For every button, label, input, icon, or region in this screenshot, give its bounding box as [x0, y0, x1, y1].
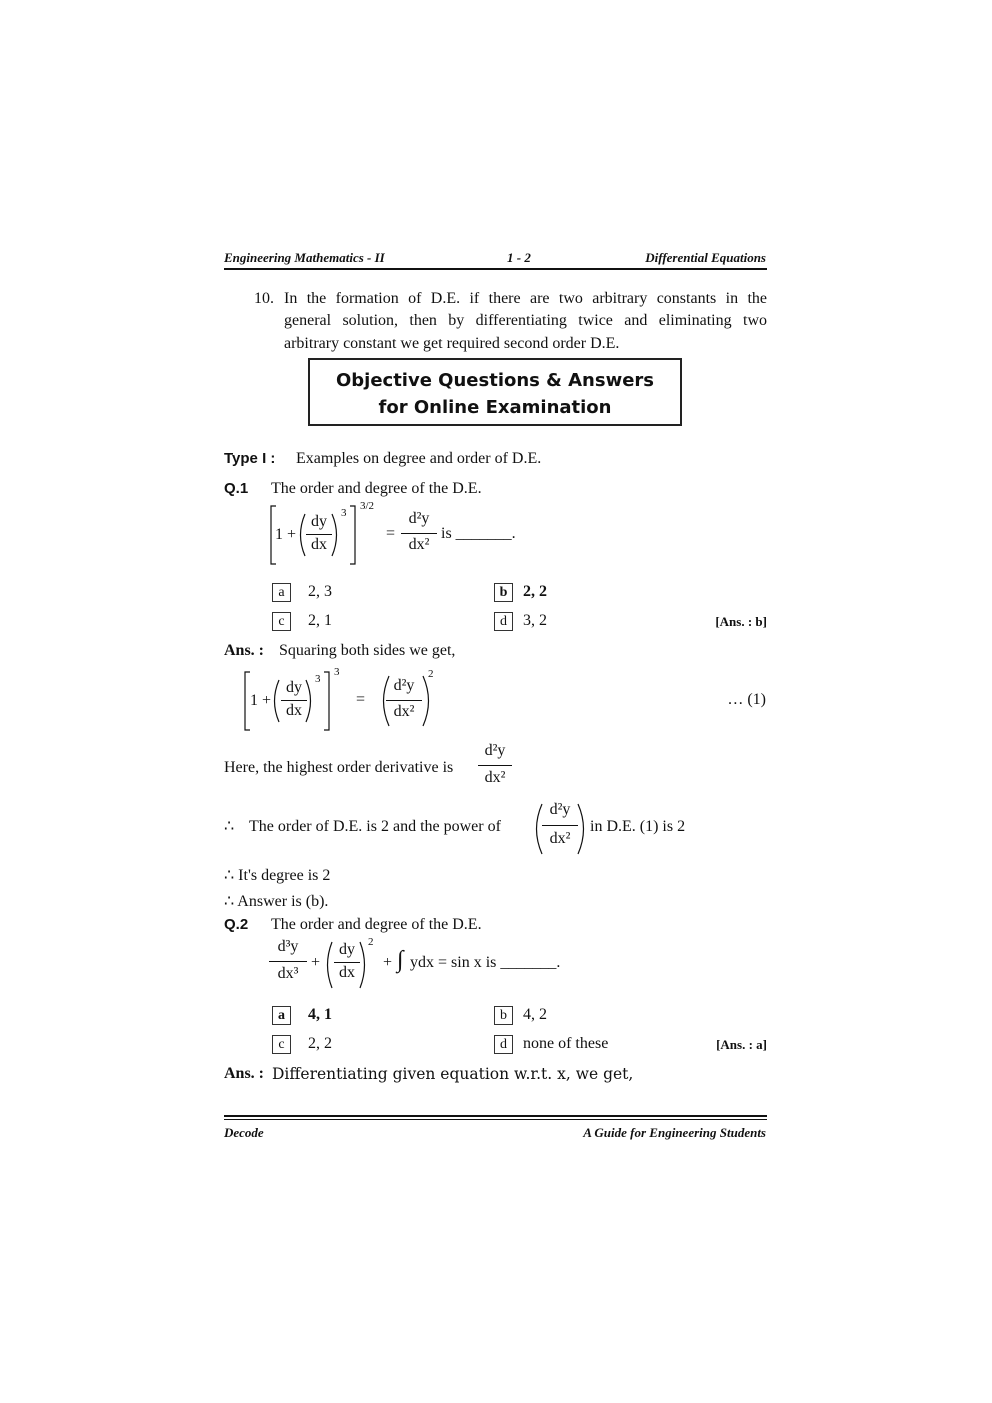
q1-dx2: dx² — [408, 536, 430, 553]
q1-option-d-text[interactable]: 3, 2 — [523, 612, 547, 629]
q2-option-c-text[interactable]: 2, 2 — [308, 1035, 332, 1052]
footer-tagline: A Guide for Engineering Students — [583, 1125, 766, 1140]
q2-answer-tag: [Ans. : a] — [716, 1037, 767, 1052]
q1-option-c-key[interactable]: c — [272, 612, 291, 631]
q2-option-a-key[interactable]: a — [272, 1006, 291, 1025]
q1-dy: dy — [311, 513, 327, 530]
footer-publisher: Decode — [224, 1125, 264, 1140]
q2-option-d-text[interactable]: none of these — [523, 1035, 609, 1052]
order-text-end: in D.E. (1) is 2 — [590, 818, 686, 835]
footer-rule-bottom — [224, 1119, 767, 1120]
header-page-number: 1 - 2 — [507, 250, 531, 265]
ans1-one-plus: 1 + — [250, 692, 272, 709]
type-1-description: Examples on degree and order of D.E. — [296, 450, 542, 467]
q2-d3y: d³y — [277, 938, 299, 955]
q2-dx: dx — [339, 964, 355, 981]
objective-box-line-2: for Online Examination — [378, 397, 612, 418]
ans1-equation-number: … (1) — [727, 691, 766, 708]
q2-d3y-bar — [269, 961, 307, 962]
q1-option-a-key[interactable]: a — [272, 583, 291, 602]
footer-rule-top — [224, 1115, 767, 1117]
q2-option-d-key[interactable]: d — [494, 1035, 513, 1054]
q1-option-b-key[interactable]: b — [494, 583, 513, 602]
q2-plus-1: + — [311, 954, 321, 971]
answer-line: ∴ Answer is (b). — [224, 893, 329, 910]
ans1-d2y-bar — [386, 700, 422, 701]
q1-is-blank: is _______. — [441, 525, 516, 542]
ans1-intro: Squaring both sides we get, — [279, 642, 456, 659]
q2-option-b-text[interactable]: 4, 2 — [523, 1006, 547, 1023]
q1-dy-dx-bar — [306, 534, 332, 535]
ans1-d2y: d²y — [393, 677, 415, 694]
ans1-inner-exponent: 3 — [315, 673, 321, 685]
q2-dx3: dx³ — [277, 965, 299, 982]
q2-integral-sign: ∫ — [397, 947, 404, 973]
ans2-text: Differentiating given equation w.r.t. x, we get, — [272, 1065, 634, 1083]
q1-option-c-text[interactable]: 2, 1 — [308, 612, 332, 629]
order-bar — [542, 825, 578, 826]
q1-label: Q.1 — [224, 480, 249, 497]
q2-option-c-key[interactable]: c — [272, 1035, 291, 1054]
q1-dx: dx — [311, 536, 327, 553]
highest-order-bar — [478, 765, 512, 766]
ans1-equals: = — [356, 691, 366, 708]
highest-order-numerator: d²y — [484, 742, 506, 759]
q1-question-text: The order and degree of the D.E. — [271, 480, 482, 497]
q1-answer-tag: [Ans. : b] — [715, 614, 767, 629]
q2-option-b-key[interactable]: b — [494, 1006, 513, 1025]
header-chapter-title: Differential Equations — [645, 250, 766, 265]
therefore-symbol: ∴ — [224, 818, 235, 835]
point-10-line-3: arbitrary constant we get required second order D.E. — [284, 335, 620, 352]
degree-line: ∴ It's degree is 2 — [224, 867, 331, 884]
q1-option-a-text[interactable]: 2, 3 — [308, 583, 332, 600]
highest-order-text: Here, the highest order derivative is — [224, 759, 454, 776]
ans1-label: Ans. : — [224, 642, 265, 659]
ans2-label: Ans. : — [224, 1065, 265, 1082]
ans1-rhs-exponent: 2 — [428, 668, 434, 680]
q1-option-b-text[interactable]: 2, 2 — [523, 583, 547, 600]
order-denominator: dx² — [549, 830, 571, 847]
q2-option-a-text[interactable]: 4, 1 — [308, 1006, 332, 1023]
q1-outer-exponent: 3/2 — [360, 500, 375, 512]
q2-plus-2: + — [383, 954, 393, 971]
ans1-dy: dy — [286, 679, 302, 696]
order-text-start: The order of D.E. is 2 and the power of — [249, 818, 501, 835]
ans1-outer-exponent: 3 — [334, 666, 340, 678]
highest-order-denominator: dx² — [484, 769, 506, 786]
q2-formula-rest: ydx = sin x is _______. — [410, 954, 561, 971]
q2-dy: dy — [339, 941, 355, 958]
ans1-dx: dx — [286, 702, 302, 719]
header-book-title: Engineering Mathematics - II — [224, 250, 385, 265]
ans1-dy-dx-bar — [281, 700, 307, 701]
q2-exponent: 2 — [368, 936, 374, 948]
objective-box-line-1: Objective Questions & Answers — [335, 370, 655, 391]
q1-inner-exponent: 3 — [341, 507, 347, 519]
q1-d2y-bar — [401, 533, 437, 534]
objective-questions-box — [308, 358, 682, 426]
q1-option-d-key[interactable]: d — [494, 612, 513, 631]
q2-label: Q.2 — [224, 916, 249, 933]
q1-one-plus: 1 + — [275, 526, 297, 543]
header-rule — [224, 268, 767, 270]
point-10-number: 10. — [254, 290, 274, 307]
q2-question-text: The order and degree of the D.E. — [271, 916, 482, 933]
point-10-line-1: In the formation of D.E. if there are two arbitrary constants in the — [284, 290, 767, 307]
order-numerator: d²y — [549, 801, 571, 818]
ans1-dx2: dx² — [393, 703, 415, 720]
q1-equals: = — [386, 525, 396, 542]
type-1-label: Type I : — [224, 450, 276, 467]
q1-d2y: d²y — [408, 510, 430, 527]
point-10-line-2: general solution, then by differentiating twice and eliminating two — [284, 312, 767, 329]
q2-dy-dx-bar — [334, 962, 360, 963]
